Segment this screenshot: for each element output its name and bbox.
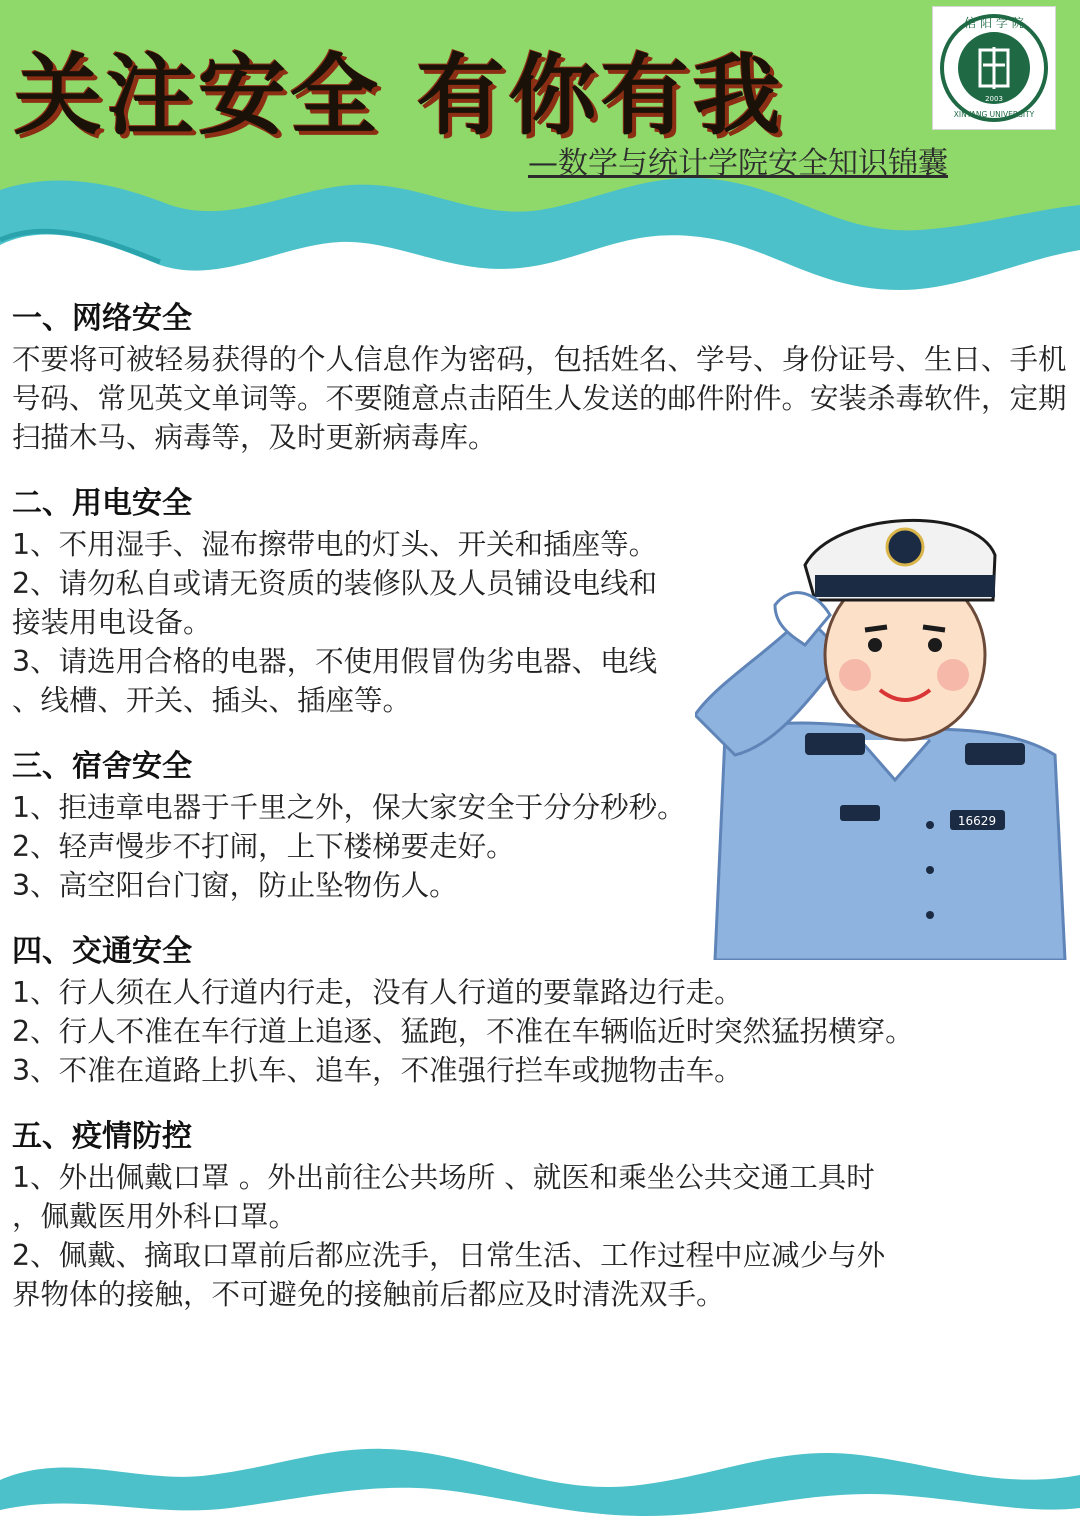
section-line: 2、请勿私自或请无资质的装修队及人员铺设电线和	[12, 567, 658, 600]
logo-year: 2003	[985, 95, 1003, 103]
section-heading: 一、网络安全	[12, 301, 192, 336]
section-electricity-safety	[12, 483, 1072, 720]
page-title: 关注安全 有你有我	[14, 43, 785, 147]
section-heading: 三、宿舍安全	[12, 749, 192, 784]
badge-number: 16629	[957, 814, 997, 828]
section-epidemic-prevention	[12, 1116, 1072, 1314]
section-line: 3、请选用合格的电器，不使用假冒伪劣电器、电线	[12, 645, 658, 678]
section-line: 1、不用湿手、湿布擦带电的灯头、开关和插座等。	[12, 528, 658, 561]
section-line: 3、高空阳台门窗，防止坠物伤人。	[12, 869, 458, 902]
section-line: ，佩戴医用外科口罩。	[12, 1200, 298, 1233]
page-subtitle: —数学与统计学院安全知识锦囊	[528, 146, 948, 181]
section-heading: 四、交通安全	[12, 934, 192, 969]
section-network-safety	[12, 298, 1072, 457]
section-heading: 五、疫情防控	[12, 1119, 192, 1154]
section-line: 、线槽、开关、插头、插座等。	[12, 684, 412, 717]
section-line: 3、不准在道路上扒车、追车，不准强行拦车或抛物击车。	[12, 1054, 743, 1087]
university-logo	[932, 6, 1056, 130]
section-line: 界物体的接触，不可避免的接触前后都应及时清洗双手。	[12, 1278, 725, 1311]
section-line: 1、外出佩戴口罩 。外出前往公共场所 、就医和乘坐公共交通工具时	[12, 1161, 875, 1194]
section-line: 接装用电设备。	[12, 606, 212, 639]
content-area	[12, 298, 1072, 1340]
section-heading: 二、用电安全	[12, 486, 192, 521]
section-dormitory-safety	[12, 746, 1072, 905]
university-seal-icon	[933, 7, 1055, 129]
section-text: 不要将可被轻易获得的个人信息作为密码，包括姓名、学号、身份证号、生日、手机号码、常见英文单词等。不要随意点击陌生人发送的邮件附件。安装杀毒软件，定期扫描木马、病毒等，及时更新病毒库。	[12, 343, 1067, 454]
bottom-wave-decoration	[0, 1430, 1080, 1527]
section-line: 2、佩戴、摘取口罩前后都应洗手，日常生活、工作过程中应减少与外	[12, 1239, 886, 1272]
section-line: 2、行人不准在车行道上追逐、猛跑，不准在车辆临近时突然猛拐横穿。	[12, 1015, 914, 1048]
logo-bottom-text: XINYANG UNIVERSITY	[953, 110, 1035, 119]
section-line: 2、轻声慢步不打闹，上下楼梯要走好。	[12, 830, 515, 863]
section-line: 1、行人须在人行道内行走，没有人行道的要靠路边行走。	[12, 976, 743, 1009]
logo-top-text: 信 阳 学 院	[964, 16, 1024, 30]
section-line: 1、拒违章电器于千里之外，保大家安全于分分秒秒。	[12, 791, 686, 824]
section-traffic-safety	[12, 931, 1072, 1090]
